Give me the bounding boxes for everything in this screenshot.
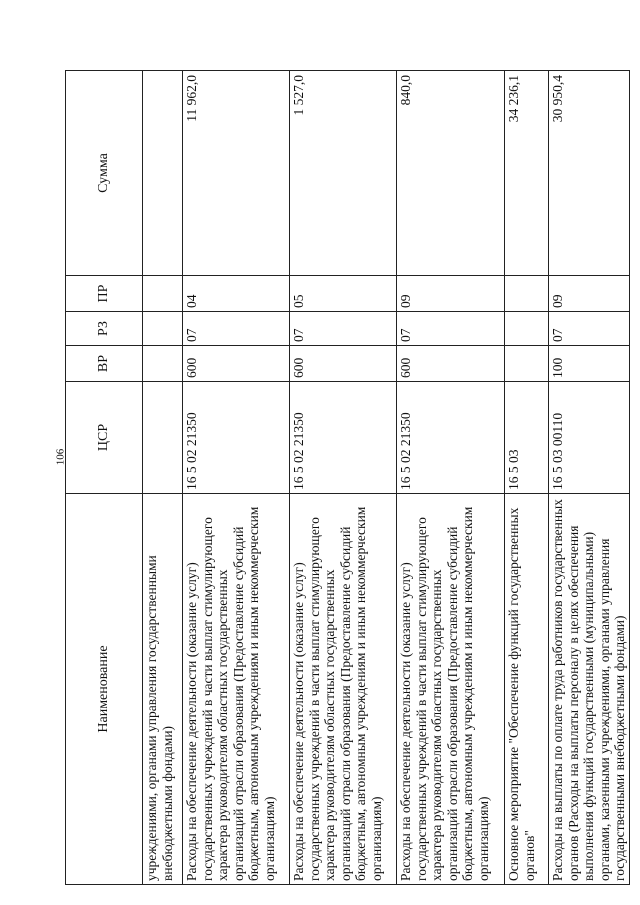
cell-name: Расходы на выплаты по оплате труда работников государственных органов (Расходы на выплаты персоналу в целях обеспечения выполнения функций государственными (муниципальными) органами, казенными учреждениями, органами управления государственными внебюджетными фондами) (549, 494, 630, 885)
header-pr: ПР (66, 276, 143, 312)
cell-vr (505, 346, 549, 382)
table-row (549, 71, 630, 885)
cell-csr: 16 5 03 (505, 382, 549, 494)
cell-pr: 09 (549, 276, 630, 312)
cell-vr: 600 (183, 346, 290, 382)
header-csr: ЦСР (66, 382, 143, 494)
cell-sum: 11 962,0 (183, 71, 290, 276)
cell-pr (505, 276, 549, 312)
cell-rz (143, 312, 183, 346)
cell-sum: 34 236,1 (505, 71, 549, 276)
cell-name: Расходы на обеспечение деятельности (оказание услуг) государственных учреждений в части выплат стимулирующего характера руководителям областных государственных организаций отрасли образования (Предоставление субсидий бюджетным, автономным учреждениям и иным некоммерческим организациям) (290, 494, 397, 885)
header-vr: ВР (66, 346, 143, 382)
cell-pr: 09 (397, 276, 505, 312)
cell-rz: 07 (549, 312, 630, 346)
budget-table-wrapper (65, 70, 627, 885)
cell-sum: 840,0 (397, 71, 505, 276)
cell-vr: 600 (397, 346, 505, 382)
cell-sum (143, 71, 183, 276)
cell-pr: 04 (183, 276, 290, 312)
header-name: Наименование (66, 494, 143, 885)
cell-pr (143, 276, 183, 312)
table-row (505, 71, 549, 885)
cell-csr (143, 382, 183, 494)
table-row (290, 71, 397, 885)
page-number: 106 (54, 448, 67, 466)
rotated-table-area (65, 70, 627, 885)
budget-table (65, 70, 630, 885)
cell-vr: 600 (290, 346, 397, 382)
cell-sum: 1 527,0 (290, 71, 397, 276)
cell-rz: 07 (397, 312, 505, 346)
table-row (397, 71, 505, 885)
cell-csr: 16 5 03 00110 (549, 382, 630, 494)
cell-sum: 30 950,4 (549, 71, 630, 276)
cell-name: учреждениями, органами управления государственными внебюджетными фондами) (143, 494, 183, 885)
table-row (183, 71, 290, 885)
header-sum: Сумма (66, 71, 143, 276)
table-row (143, 71, 183, 885)
cell-name: Расходы на обеспечение деятельности (оказание услуг) государственных учреждений в части выплат стимулирующего характера руководителям областных государственных организаций отрасли образования (Предоставление субсидий бюджетным, автономным учреждениям и иным некоммерческим организациям) (397, 494, 505, 885)
table-header-row (66, 71, 143, 885)
cell-rz: 07 (183, 312, 290, 346)
cell-csr: 16 5 02 21350 (183, 382, 290, 494)
cell-name: Расходы на обеспечение деятельности (оказание услуг) государственных учреждений в части выплат стимулирующего характера руководителям областных государственных организаций отрасли образования (Предоставление субсидий бюджетным, автономным учреждениям и иным некоммерческим организациям) (183, 494, 290, 885)
cell-vr: 100 (549, 346, 630, 382)
cell-rz: 07 (290, 312, 397, 346)
cell-pr: 05 (290, 276, 397, 312)
cell-rz (505, 312, 549, 346)
cell-csr: 16 5 02 21350 (290, 382, 397, 494)
cell-name: Основное мероприятие "Обеспечение функций государственных органов" (505, 494, 549, 885)
cell-csr: 16 5 02 21350 (397, 382, 505, 494)
cell-vr (143, 346, 183, 382)
header-rz: РЗ (66, 312, 143, 346)
